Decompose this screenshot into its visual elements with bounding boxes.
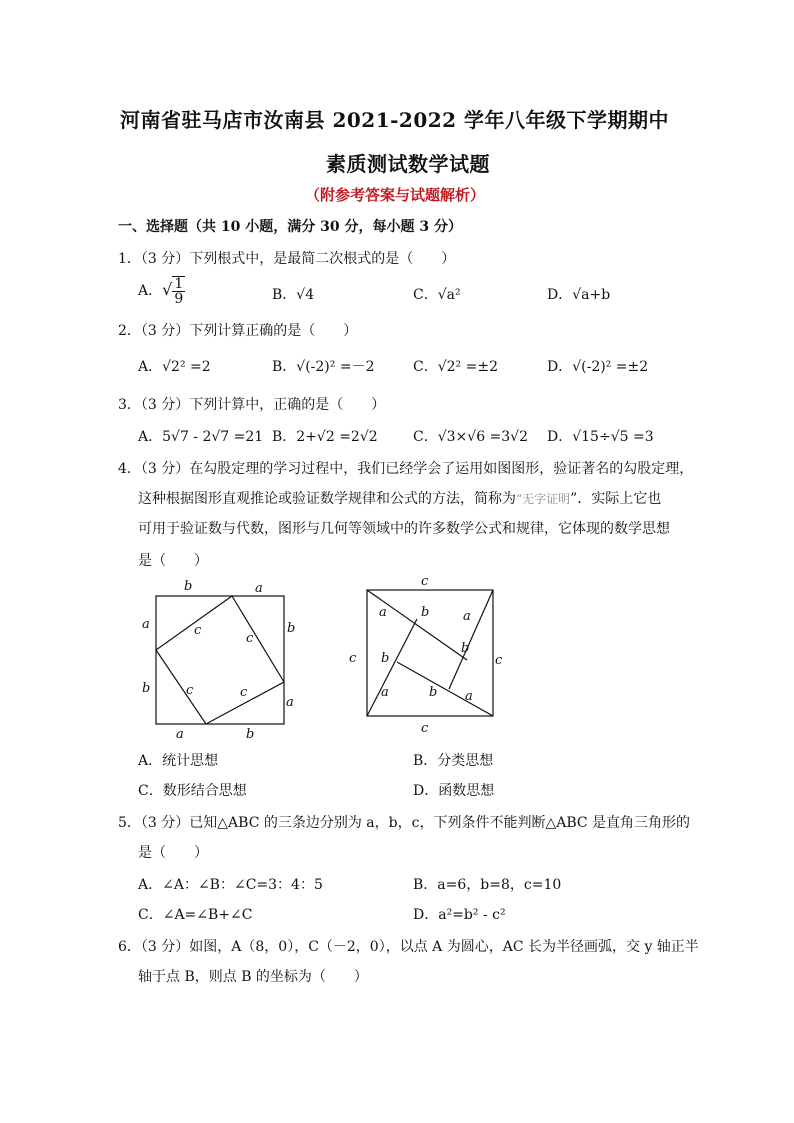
label-a-3: a (381, 685, 389, 700)
question-4-stem-line-3: 可用于验证数与代数，图形与几何等领域中的许多数学公式和规律，它体现的数学思想 (138, 521, 670, 537)
outer-square (156, 596, 284, 724)
question-5-stem-line-1: 5．（3 分）已知△ABC 的三条边分别为 a，b，c，下列条件不能判断△ABC 是直角三角形的 (118, 815, 691, 831)
question-5-option-b: B．a=6，b=8，c=10 (413, 877, 562, 893)
label-c-left: c (349, 651, 357, 666)
label-b-3: b (381, 651, 390, 666)
question-5-option-d: D．a²=b² - c² (413, 907, 506, 923)
question-3-option-a: A．5√7 - 2√7 =21 (138, 429, 264, 445)
label-c-2: c (246, 631, 254, 646)
question-6-stem-line-2: 轴于点 B，则点 B 的坐标为（ ） (138, 969, 368, 985)
question-4-option-d: D．函数思想 (413, 783, 495, 799)
question-3-option-d: D．√15÷√5 =3 (547, 429, 654, 445)
question-4-option-a: A．统计思想 (138, 753, 219, 769)
question-3-option-c: C．√3×√6 =3√2 (413, 429, 529, 445)
question-4-stem-line-2: 这种根据图形直观推论或验证数学规律和公式的方法，简称为“无字证明”．实际上它也 (138, 491, 662, 507)
label-b-left: b (142, 681, 151, 696)
question-1-option-d: D．√a+b (547, 287, 611, 303)
question-5-option-a: A．∠A：∠B：∠C=3：4：5 (138, 877, 323, 893)
section-heading: 一、选择题（共 10 小题，满分 30 分，每小题 3 分） (118, 219, 462, 235)
question-4-stem-line-1: 4．（3 分）在勾股定理的学习过程中，我们已经学会了运用如图图形，验证著名的勾股定理， (118, 461, 694, 477)
label-c-bottom: c (421, 721, 429, 736)
inner-square (156, 596, 284, 724)
question-1-option-b: B．√4 (272, 287, 315, 303)
question-6-stem-line-1: 6．（3 分）如图，A（8，0），C（－2，0），以点 A 为圆心，AC 长为半径画弧，交 y 轴正半 (118, 939, 699, 955)
label-c-1: c (194, 623, 202, 638)
question-5-option-c: C．∠A=∠B+∠C (138, 907, 253, 923)
label-a-right: a (286, 695, 294, 710)
question-2-option-d: D．√(-2)² =±2 (547, 359, 649, 375)
question-2-option-c: C．√2² =±2 (413, 359, 498, 375)
question-2-option-b: B．√(-2)² =－2 (272, 359, 375, 375)
label-b-4: b (429, 685, 438, 700)
label-b-bottom: b (246, 727, 255, 742)
question-4-option-c: C．数形结合思想 (138, 783, 247, 799)
label-c-4: c (240, 685, 248, 700)
question-4-option-b: B．分类思想 (413, 753, 494, 769)
question-3-stem: 3．（3 分）下列计算中，正确的是（ ） (118, 397, 386, 413)
label-a-2: a (463, 609, 471, 624)
label-a-1: a (379, 605, 387, 620)
label-b-1: b (421, 605, 430, 620)
label-c-top: c (421, 574, 429, 589)
question-1-option-c: C．√a² (413, 287, 461, 303)
label-a-4: a (465, 689, 473, 704)
question-2-option-a: A．√2² =2 (138, 359, 211, 375)
label-b-top: b (184, 579, 193, 594)
quoted-term: “无字证明 (516, 492, 571, 506)
label-a-top: a (255, 581, 263, 596)
question-1-option-a: A．√ $\frac{1}{9}$ (138, 276, 184, 307)
question-3-option-b: B．2+√2 =2√2 (272, 429, 378, 445)
figure-square-rotated (140, 580, 300, 740)
label-c-3: c (186, 683, 194, 698)
title-line-2: 素质测试数学试题 (326, 152, 490, 176)
title-line-1: 河南省驻马店市汝南县 2021-2022 学年八年级下学期期中 (120, 108, 670, 132)
label-b-right: b (287, 621, 296, 636)
question-2-stem: 2．（3 分）下列计算正确的是（ ） (118, 323, 358, 339)
question-1-stem: 1．（3 分）下列根式中，是最简二次根式的是（ ） (118, 251, 456, 267)
label-b-2: b (461, 641, 470, 656)
label-a-left: a (142, 617, 150, 632)
figure-square-triangles (345, 574, 505, 740)
label-c-right: c (495, 653, 503, 668)
question-4-stem-line-4: 是（ ） (138, 553, 208, 569)
label-a-bottom: a (176, 727, 184, 742)
question-5-stem-line-2: 是（ ） (138, 845, 208, 861)
subtitle: （附参考答案与试题解析） (305, 186, 486, 204)
